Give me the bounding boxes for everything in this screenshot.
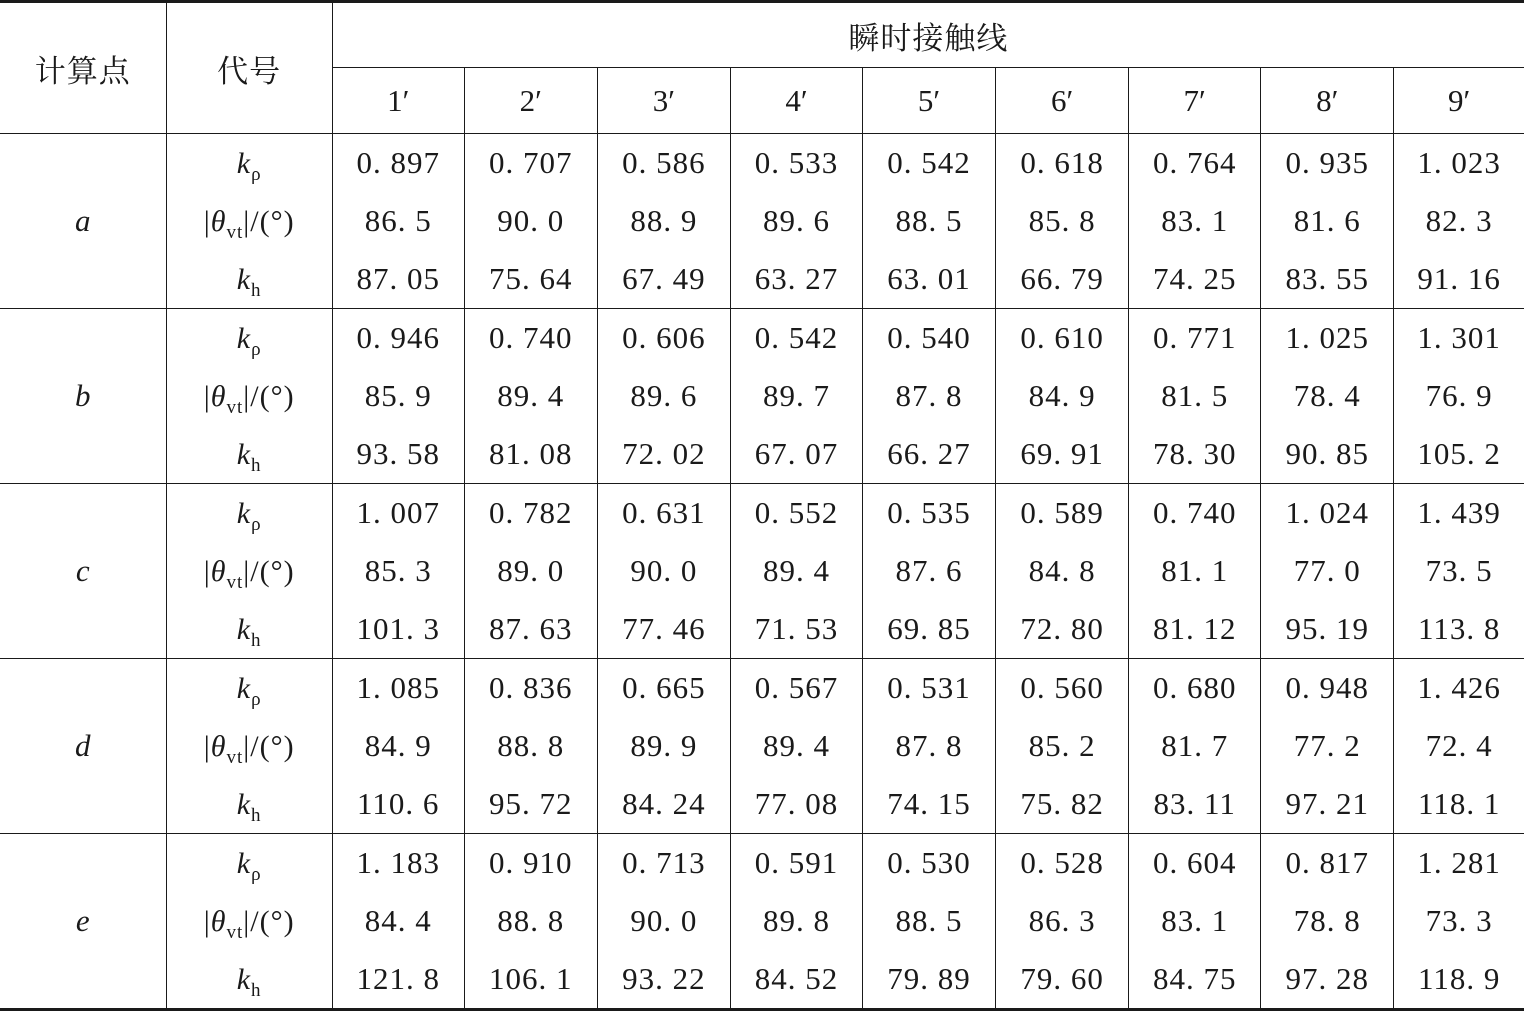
value-cell: 87. 8 [863, 717, 996, 775]
value-cell: 105. 2 [1394, 425, 1524, 484]
value-cell: 89. 8 [730, 892, 862, 950]
value-cell: 0. 586 [597, 134, 730, 193]
code-cell [166, 484, 332, 543]
value-cell: 75. 64 [464, 250, 597, 309]
symbol-theta: $|\theta_{vt}|/(^\circ)$ [203, 380, 295, 418]
value-cell: 0. 713 [597, 834, 730, 893]
value-cell: 85. 3 [332, 542, 464, 600]
header-line-7: 7′ [1129, 68, 1261, 134]
value-cell: 83. 1 [1129, 192, 1261, 250]
value-cell: 77. 08 [730, 775, 862, 834]
value-cell: 84. 9 [332, 717, 464, 775]
value-cell: 81. 6 [1261, 192, 1394, 250]
symbol-theta: $|\theta_{vt}|/(^\circ)$ [203, 905, 295, 943]
value-cell: 72. 80 [996, 600, 1129, 659]
value-cell: 0. 567 [730, 659, 862, 718]
value-cell: 1. 426 [1394, 659, 1524, 718]
value-cell: 106. 1 [464, 950, 597, 1010]
value-cell: 0. 542 [730, 309, 862, 368]
value-cell: 121. 8 [332, 950, 464, 1010]
symbol-theta: $|\theta_{vt}|/(^\circ)$ [203, 205, 295, 243]
point-label: c [0, 484, 166, 659]
value-cell: 84. 9 [996, 367, 1129, 425]
value-cell: 69. 91 [996, 425, 1129, 484]
table-row [0, 192, 1524, 250]
code-cell [166, 192, 332, 250]
value-cell: 88. 8 [464, 717, 597, 775]
value-cell: 113. 8 [1394, 600, 1524, 659]
header-group-title: 瞬时接触线 [332, 2, 1524, 68]
value-cell: 0. 591 [730, 834, 862, 893]
code-cell [166, 659, 332, 718]
table-row [0, 600, 1524, 659]
table-body [0, 134, 1524, 1010]
code-cell [166, 250, 332, 309]
value-cell: 0. 610 [996, 309, 1129, 368]
value-cell: 72. 4 [1394, 717, 1524, 775]
value-cell: 71. 53 [730, 600, 862, 659]
table-row [0, 834, 1524, 893]
value-cell: 89. 7 [730, 367, 862, 425]
header-line-5: 5′ [863, 68, 996, 134]
code-cell [166, 134, 332, 193]
header-line-3: 3′ [597, 68, 730, 134]
value-cell: 90. 0 [464, 192, 597, 250]
value-cell: 0. 707 [464, 134, 597, 193]
value-cell: 77. 46 [597, 600, 730, 659]
value-cell: 95. 19 [1261, 600, 1394, 659]
header-line-2: 2′ [464, 68, 597, 134]
value-cell: 0. 910 [464, 834, 597, 893]
symbol-k-rho: $k_\rho$ [236, 847, 262, 885]
value-cell: 0. 589 [996, 484, 1129, 543]
table-row [0, 367, 1524, 425]
symbol-theta: $|\theta_{vt}|/(^\circ)$ [203, 555, 295, 593]
value-cell: 77. 0 [1261, 542, 1394, 600]
value-cell: 88. 9 [597, 192, 730, 250]
code-cell [166, 542, 332, 600]
value-cell: 0. 680 [1129, 659, 1261, 718]
value-cell: 88. 5 [863, 892, 996, 950]
value-cell: 91. 16 [1394, 250, 1524, 309]
value-cell: 86. 3 [996, 892, 1129, 950]
value-cell: 1. 025 [1261, 309, 1394, 368]
value-cell: 73. 5 [1394, 542, 1524, 600]
value-cell: 1. 281 [1394, 834, 1524, 893]
table-row [0, 717, 1524, 775]
value-cell: 1. 301 [1394, 309, 1524, 368]
value-cell: 81. 1 [1129, 542, 1261, 600]
code-cell [166, 717, 332, 775]
value-cell: 74. 15 [863, 775, 996, 834]
value-cell: 84. 52 [730, 950, 862, 1010]
table-row [0, 425, 1524, 484]
value-cell: 118. 9 [1394, 950, 1524, 1010]
code-cell [166, 834, 332, 893]
value-cell: 81. 08 [464, 425, 597, 484]
value-cell: 0. 740 [464, 309, 597, 368]
value-cell: 85. 2 [996, 717, 1129, 775]
value-cell: 87. 63 [464, 600, 597, 659]
value-cell: 84. 8 [996, 542, 1129, 600]
value-cell: 87. 05 [332, 250, 464, 309]
header-line-9: 9′ [1394, 68, 1524, 134]
value-cell: 83. 55 [1261, 250, 1394, 309]
symbol-k-rho: $k_\rho$ [236, 147, 262, 185]
header-line-1: 1′ [332, 68, 464, 134]
value-cell: 66. 79 [996, 250, 1129, 309]
value-cell: 74. 25 [1129, 250, 1261, 309]
header-line-4: 4′ [730, 68, 862, 134]
header-point-col: 计算点 [0, 2, 166, 134]
value-cell: 81. 7 [1129, 717, 1261, 775]
value-cell: 87. 6 [863, 542, 996, 600]
value-cell: 89. 4 [464, 367, 597, 425]
value-cell: 0. 606 [597, 309, 730, 368]
value-cell: 79. 60 [996, 950, 1129, 1010]
header-code-col: 代号 [166, 2, 332, 134]
point-label: b [0, 309, 166, 484]
table-row [0, 134, 1524, 193]
table-header [0, 2, 1524, 134]
value-cell: 1. 024 [1261, 484, 1394, 543]
value-cell: 0. 631 [597, 484, 730, 543]
value-cell: 75. 82 [996, 775, 1129, 834]
value-cell: 0. 764 [1129, 134, 1261, 193]
value-cell: 89. 0 [464, 542, 597, 600]
table-row [0, 659, 1524, 718]
value-cell: 78. 4 [1261, 367, 1394, 425]
value-cell: 97. 21 [1261, 775, 1394, 834]
value-cell: 110. 6 [332, 775, 464, 834]
code-cell [166, 892, 332, 950]
value-cell: 89. 9 [597, 717, 730, 775]
value-cell: 0. 535 [863, 484, 996, 543]
value-cell: 0. 542 [863, 134, 996, 193]
value-cell: 0. 665 [597, 659, 730, 718]
value-cell: 0. 533 [730, 134, 862, 193]
value-cell: 0. 948 [1261, 659, 1394, 718]
header-line-6: 6′ [996, 68, 1129, 134]
value-cell: 1. 439 [1394, 484, 1524, 543]
value-cell: 101. 3 [332, 600, 464, 659]
value-cell: 87. 8 [863, 367, 996, 425]
symbol-k-rho: $k_\rho$ [236, 322, 262, 360]
value-cell: 79. 89 [863, 950, 996, 1010]
value-cell: 63. 27 [730, 250, 862, 309]
value-cell: 118. 1 [1394, 775, 1524, 834]
table-row [0, 250, 1524, 309]
header-line-8: 8′ [1261, 68, 1394, 134]
symbol-k-rho: $k_\rho$ [236, 497, 262, 535]
value-cell: 0. 540 [863, 309, 996, 368]
value-cell: 84. 4 [332, 892, 464, 950]
point-label: d [0, 659, 166, 834]
symbol-k-h: $k_h$ [236, 613, 262, 651]
table-row [0, 892, 1524, 950]
symbol-k-h: $k_h$ [236, 263, 262, 301]
value-cell: 90. 0 [597, 892, 730, 950]
value-cell: 0. 817 [1261, 834, 1394, 893]
value-cell: 0. 531 [863, 659, 996, 718]
value-cell: 72. 02 [597, 425, 730, 484]
value-cell: 73. 3 [1394, 892, 1524, 950]
symbol-theta: $|\theta_{vt}|/(^\circ)$ [203, 730, 295, 768]
value-cell: 89. 6 [730, 192, 862, 250]
value-cell: 85. 8 [996, 192, 1129, 250]
value-cell: 78. 8 [1261, 892, 1394, 950]
symbol-k-rho: $k_\rho$ [236, 672, 262, 710]
value-cell: 86. 5 [332, 192, 464, 250]
value-cell: 0. 771 [1129, 309, 1261, 368]
symbol-k-h: $k_h$ [236, 788, 262, 826]
table-row [0, 542, 1524, 600]
value-cell: 67. 49 [597, 250, 730, 309]
symbol-k-h: $k_h$ [236, 438, 262, 476]
value-cell: 84. 24 [597, 775, 730, 834]
value-cell: 89. 4 [730, 542, 862, 600]
value-cell: 89. 6 [597, 367, 730, 425]
table-row [0, 309, 1524, 368]
value-cell: 0. 530 [863, 834, 996, 893]
code-cell [166, 950, 332, 1010]
code-cell [166, 309, 332, 368]
value-cell: 1. 085 [332, 659, 464, 718]
value-cell: 0. 836 [464, 659, 597, 718]
table-row [0, 775, 1524, 834]
value-cell: 0. 618 [996, 134, 1129, 193]
value-cell: 89. 4 [730, 717, 862, 775]
value-cell: 69. 85 [863, 600, 996, 659]
value-cell: 93. 22 [597, 950, 730, 1010]
value-cell: 90. 85 [1261, 425, 1394, 484]
value-cell: 63. 01 [863, 250, 996, 309]
value-cell: 88. 5 [863, 192, 996, 250]
value-cell: 1. 183 [332, 834, 464, 893]
value-cell: 81. 12 [1129, 600, 1261, 659]
code-cell [166, 425, 332, 484]
value-cell: 76. 9 [1394, 367, 1524, 425]
point-label: a [0, 134, 166, 309]
value-cell: 88. 8 [464, 892, 597, 950]
value-cell: 0. 935 [1261, 134, 1394, 193]
value-cell: 0. 897 [332, 134, 464, 193]
value-cell: 85. 9 [332, 367, 464, 425]
value-cell: 0. 528 [996, 834, 1129, 893]
symbol-k-h: $k_h$ [236, 963, 262, 1001]
code-cell [166, 367, 332, 425]
table-row [0, 484, 1524, 543]
value-cell: 0. 782 [464, 484, 597, 543]
value-cell: 93. 58 [332, 425, 464, 484]
value-cell: 90. 0 [597, 542, 730, 600]
value-cell: 1. 023 [1394, 134, 1524, 193]
point-label: e [0, 834, 166, 1010]
value-cell: 0. 946 [332, 309, 464, 368]
code-cell [166, 775, 332, 834]
value-cell: 1. 007 [332, 484, 464, 543]
value-cell: 83. 11 [1129, 775, 1261, 834]
value-cell: 0. 560 [996, 659, 1129, 718]
value-cell: 82. 3 [1394, 192, 1524, 250]
table-row [0, 950, 1524, 1010]
value-cell: 0. 740 [1129, 484, 1261, 543]
value-cell: 78. 30 [1129, 425, 1261, 484]
value-cell: 77. 2 [1261, 717, 1394, 775]
value-cell: 81. 5 [1129, 367, 1261, 425]
value-cell: 67. 07 [730, 425, 862, 484]
code-cell [166, 600, 332, 659]
value-cell: 0. 552 [730, 484, 862, 543]
value-cell: 95. 72 [464, 775, 597, 834]
value-cell: 0. 604 [1129, 834, 1261, 893]
value-cell: 66. 27 [863, 425, 996, 484]
value-cell: 97. 28 [1261, 950, 1394, 1010]
value-cell: 84. 75 [1129, 950, 1261, 1010]
value-cell: 83. 1 [1129, 892, 1261, 950]
